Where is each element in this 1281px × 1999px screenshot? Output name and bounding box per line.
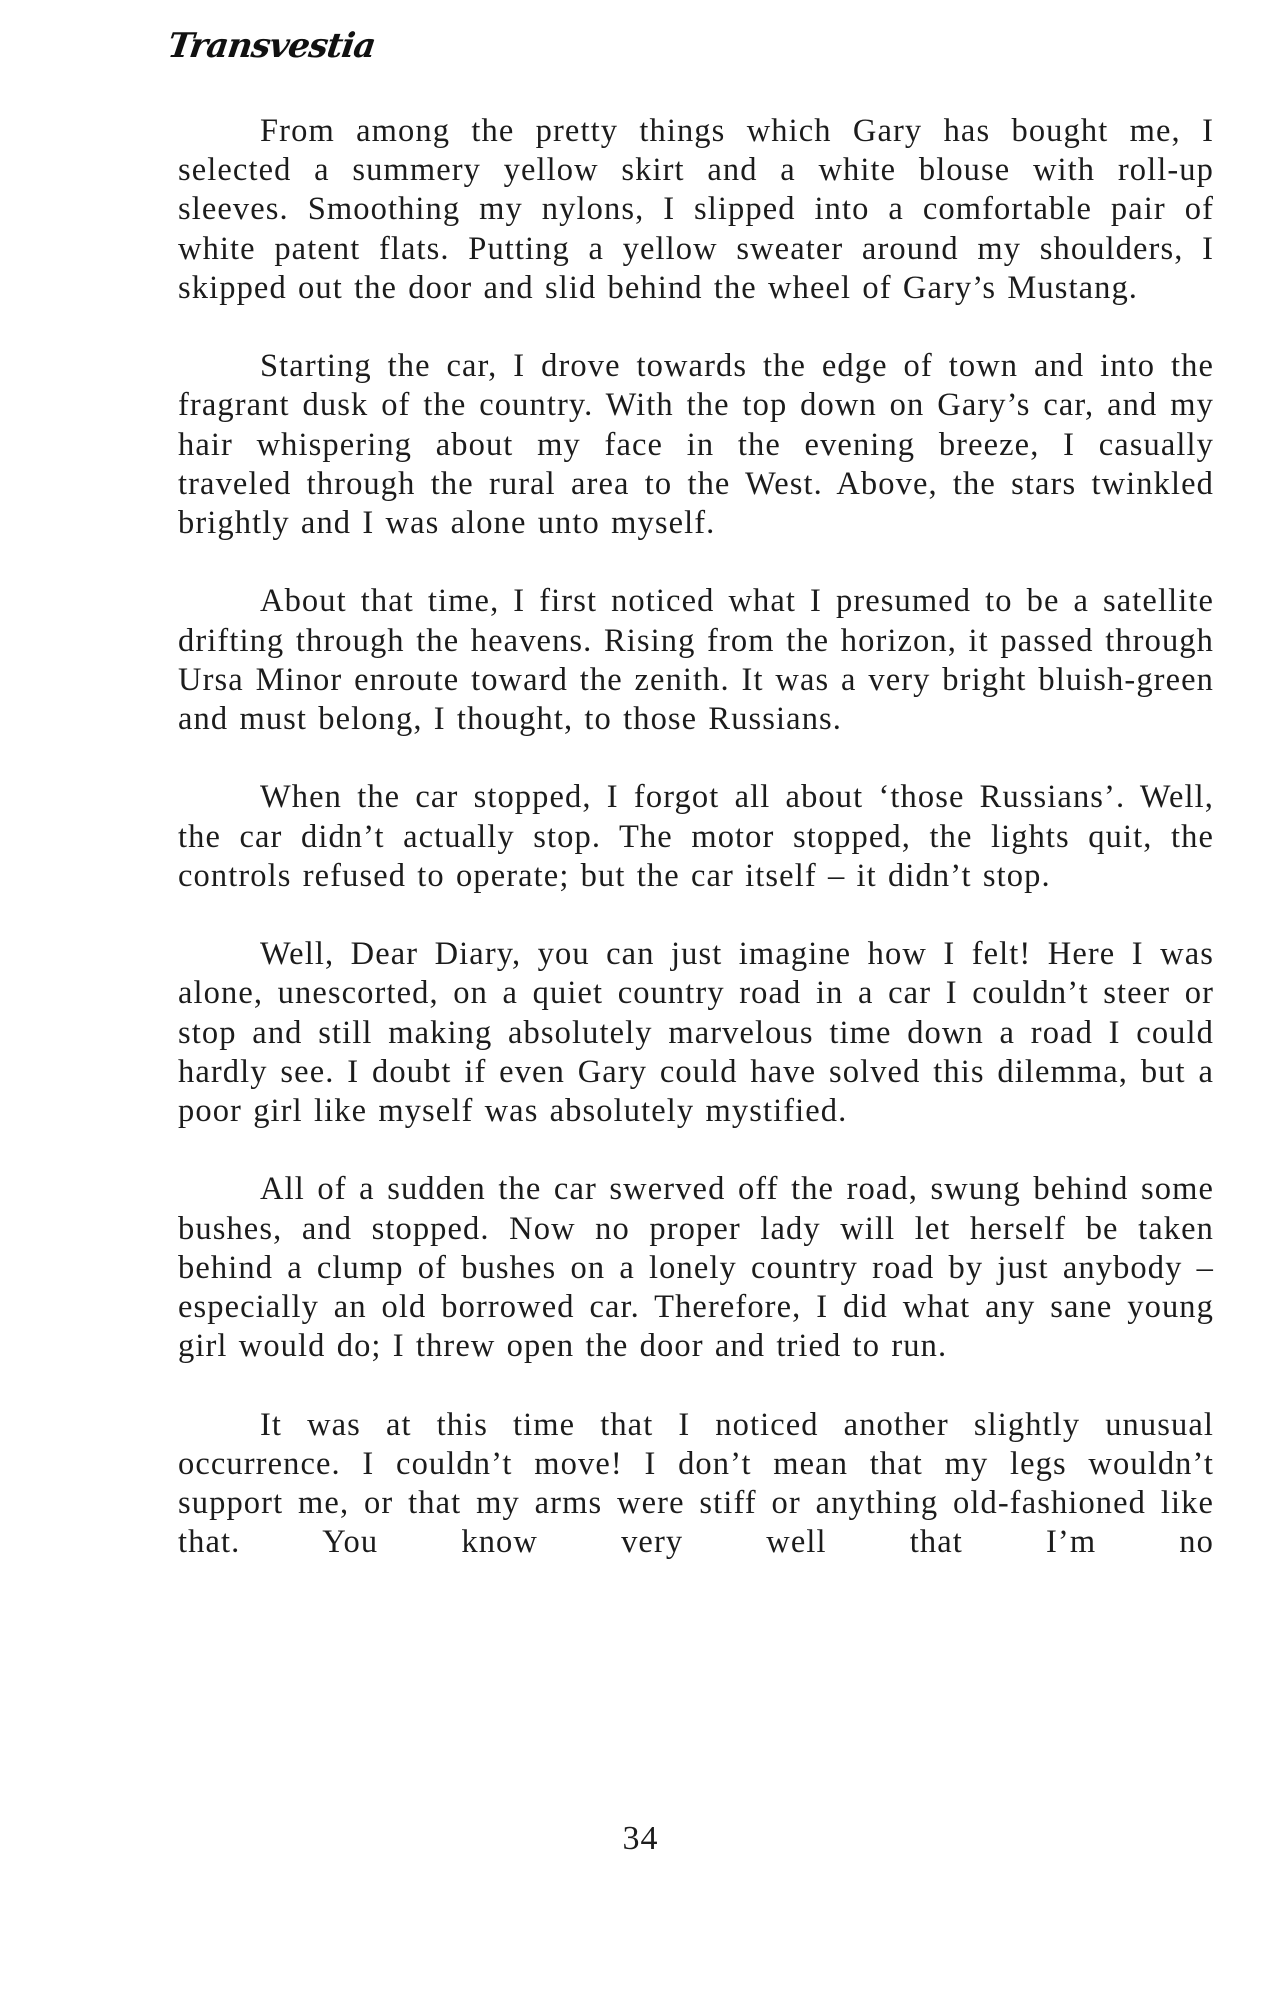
page-number: 34 bbox=[622, 1820, 659, 1857]
paragraph: About that time, I first noticed what I presumed to be a satellite drifting through the heavens. Rising from the horizon, it passed through Ursa Minor enroute toward the zenith. It was a very bright bluish-green and must belong, I thought, to those Russians. bbox=[178, 583, 1214, 738]
paragraph: When the car stopped, I forgot all about ‘those Russians’. Well, the car didn’t actually stop. The motor stopped, the lights quit, the controls refused to operate; but the car itself – it didn’t stop. bbox=[178, 779, 1214, 894]
paragraph: Well, Dear Diary, you can just imagine how I felt! Here I was alone, unescorted, on a quiet country road in a car I couldn’t steer or stop and still making absolutely marvelous time down a road I could hardly see. I doubt if even Gary could have solved this dilemma, but a poor girl like myself was absolutely mystified. bbox=[178, 936, 1214, 1130]
paragraph: Starting the car, I drove towards the edge of town and into the fragrant dusk of the country. With the top down on Gary’s car, and my hair whispering about my face in the evening breeze, I casually traveled through the rural area to the West. Above, the stars twinkled brightly and I was alone unto myself. bbox=[178, 348, 1214, 542]
paragraph: From among the pretty things which Gary has bought me, I selected a summery yellow skirt and a white blouse with roll-up sleeves. Smoothing my nylons, I slipped into a comfortable pair of white patent flats. Putting a yellow sweater around my shoulders, I skipped out the door and slid behind the wheel of Gary’s Mustang. bbox=[178, 113, 1214, 306]
running-head: Transvestia bbox=[165, 26, 378, 66]
paragraph-last: It was at this time that I noticed another slightly unusual occurrence. I couldn’t move! I don’t mean that my legs wouldn’t support me, or that my arms were stiff or anything old-fashioned like that. You know very well that I’m no bbox=[178, 1406, 1214, 1561]
body-text bbox=[178, 112, 1214, 1562]
paragraph: All of a sudden the car swerved off the road, swung behind some bushes, and stopped. Now no proper lady will let herself be taken behind a clump of bushes on a lonely country road by just anybody – especially an old borrowed car. Therefore, I did what any sane young girl would do; I threw open the door and tried to run. bbox=[178, 1171, 1214, 1365]
